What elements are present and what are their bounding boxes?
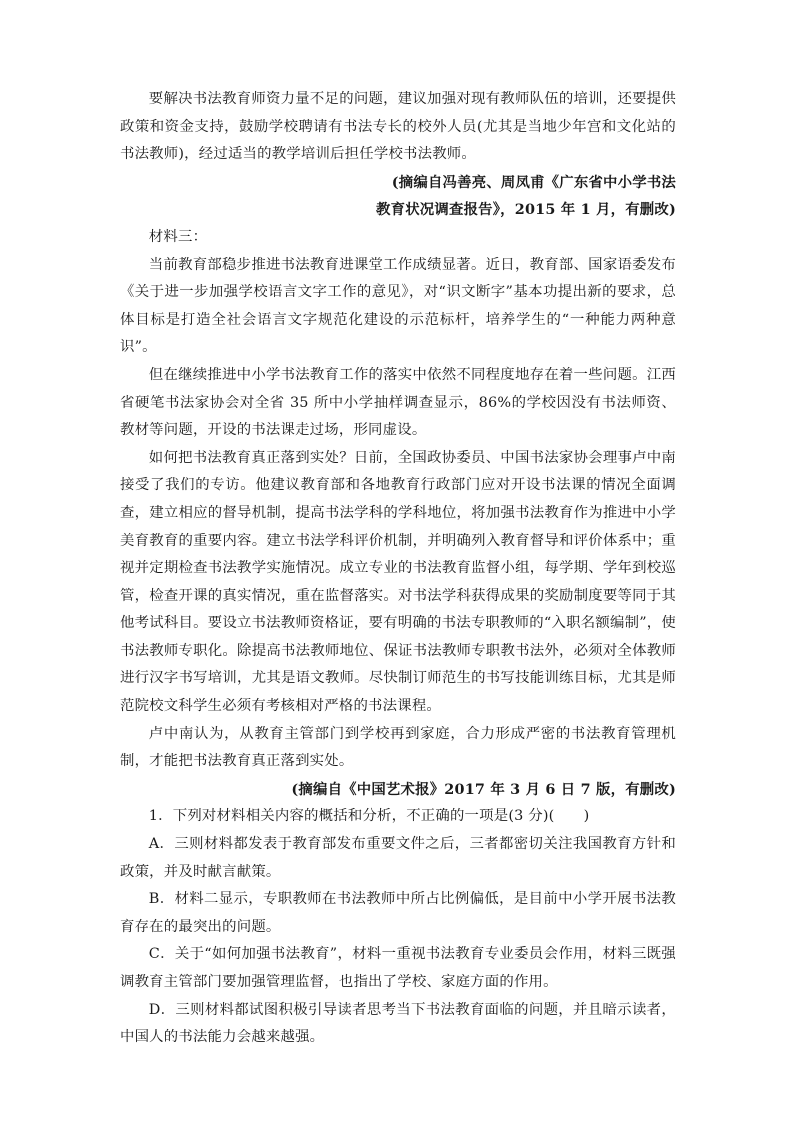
citation-1-line-2: 教育状况调查报告》，2015 年 1 月，有删改) [376,201,676,219]
citation-1-line-1: (摘编自冯善亮、周凤甫《广东省中小学书法 [391,173,676,191]
question-1-option-c: C．关于“如何加强书法教育”，材料一重视书法教育专业委员会作用，材料三既强调教育主管部门要加强管理监督，也指出了学校、家庭方面的作用。 [120,946,676,990]
question-1-option-d: D．三则材料都试图积极引导读者思考当下书法教育面临的问题，并且暗示读者，中国人的书法能力会越来越强。 [120,1001,676,1046]
citation-2: (摘编自《中国艺术报》2017 年 3 月 6 日 7 版，有删改) [291,780,676,798]
paragraph-interview: 如何把书法教育真正落到实处？日前，全国政协委员、中国书法家协会理事卢中南接受了我们的专访。他建议教育部和各地教育行政部门应对开设书法课的情况全面调查，建立相应的督导机制，提高书法学科的学科地位，将加强书法教育作为推进中小学美育教育的重要内容。建立书法学科评价机制，并明确列入教育督导和评价体系中；重视并定期检查书法教学实施情况。成立专业的书法教育监督小组，每学期、学年到校巡管，检查开课的真实情况，重在监督落实。对书法学科获得成果的奖励制度要等同于其他考试科目。要设立书法教师资格证，要有明确的书法专职教师的“入职名额编制”，使书法教师专职化。除提高书法教师地位、保证书法教师专职教书法外，必须对全体教师进行汉字书写培训，尤其是语文教师。尽快制订师范生的书写技能训练目标，尤其是师范院校文科学生必须有考核相对严格的书法课程。 [120,449,676,715]
paragraph-ministry-progress: 当前教育部稳步推进书法教育进课堂工作成绩显著。近日，教育部、国家语委发布《关于进一步加强学校语言文字工作的意见》，对“识文断字”基本功提出新的要求，总体目标是打造全社会语言文字规范化建设的示范标杆，培养学生的“一种能力两种意识”。 [120,256,676,356]
paragraph-teacher-training: 要解决书法教育师资力量不足的问题，建议加强对现有教师队伍的培训，还要提供政策和资金支持，鼓励学校聘请有书法专长的校外人员(尤其是当地少年宫和文化站的书法教师)，经过适当的教学培训后担任学校书法教师。 [120,91,676,163]
question-1-stem: 1．下列对材料相关内容的概括和分析，不正确的一项是(3 分)( ) [148,808,590,825]
paragraph-existing-problems: 但在继续推进中小学书法教育工作的落实中依然不同程度地存在着一些问题。江西省硬笔书法家协会对全省 35 所中小学抽样调查显示，86%的学校因没有书法师资、教材等问题，开设的书法课走过场，形同虚设。 [120,366,676,439]
material-3-heading: 材料三： [148,228,208,245]
question-1-option-a: A．三则材料都发表于教育部发布重要文件之后，三者都密切关注我国教育方针和政策，并及时献言献策。 [120,836,676,880]
question-1-option-b: B．材料二显示，专职教师在书法教师中所占比例偏低，是目前中小学开展书法教育存在的最突出的问题。 [120,891,676,935]
document-page [120,86,676,1052]
paragraph-management-mechanism: 卢中南认为，从教育主管部门到学校再到家庭，合力形成严密的书法教育管理机制，才能把书法教育真正落到实处。 [120,725,676,770]
